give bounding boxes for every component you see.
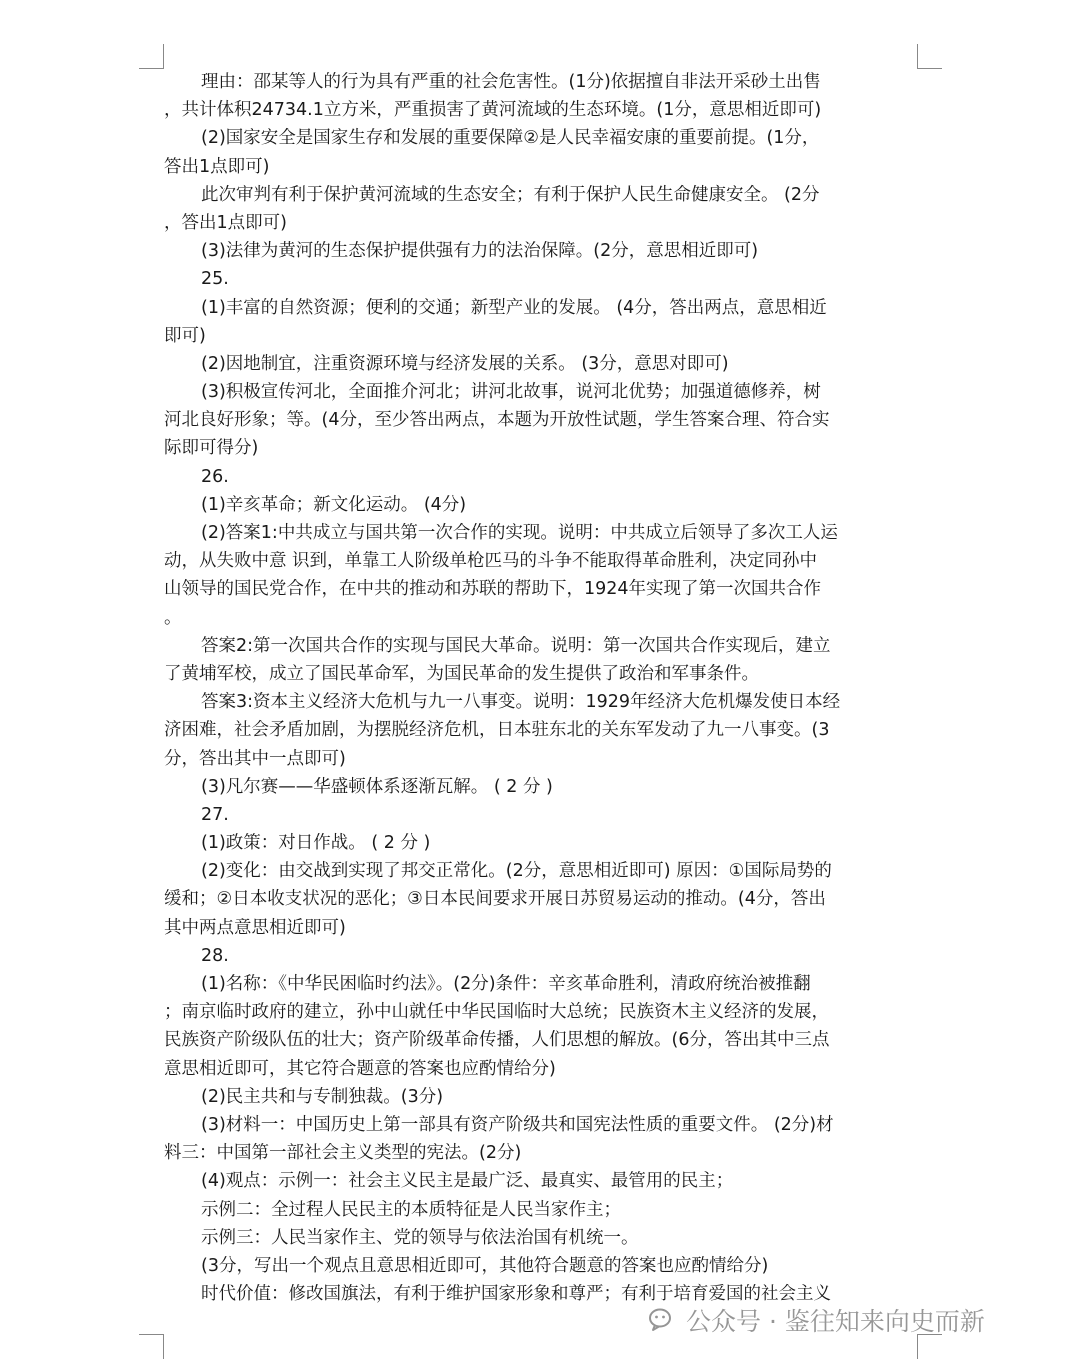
text-line: (3)法律为黄河的生态保护提供强有力的法治保障。(2分，意思相近即可) xyxy=(201,241,759,262)
text-line: (2)民主共和与专制独裁。(3分) xyxy=(201,1086,444,1107)
text-line: (2)变化：由交战到实现了邦交正常化。(2分，意思相近即可) 原因：①国际局势的 xyxy=(201,861,832,882)
text-line: 河北良好形象；等。(4分，至少答出两点，本题为开放性试题，学生答案合理、符合实 xyxy=(164,410,830,431)
text-line: (3分，写出一个观点且意思相近即可，其他符合题意的答案也应酌情给分) xyxy=(201,1255,769,1276)
text-line: 答案3:资本主义经济大危机与九一八事变。说明：1929年经济大危机爆发使日本经 xyxy=(201,692,841,713)
text-line: 意思相近即可，其它符合题意的答案也应酌情给分) xyxy=(164,1058,556,1079)
text-line: 此次审判有利于保护黄河流域的生态安全；有利于保护人民生命健康安全。 (2分 xyxy=(201,184,820,205)
text-line: 25. xyxy=(201,269,229,290)
text-line: ，共计体积24734.1立方米，严重损害了黄河流域的生态环境。(1分，意思相近即可) xyxy=(164,100,822,121)
text-line: (3)凡尔赛——华盛顿体系逐渐瓦解。 ( 2 分 ) xyxy=(201,776,553,797)
watermark xyxy=(648,1300,985,1340)
text-line: 。 xyxy=(164,607,182,628)
text-line: 答出1点即可) xyxy=(164,156,270,177)
crop-mark-top-right xyxy=(917,44,942,69)
text-line: 分，答出其中一点即可) xyxy=(164,748,346,769)
text-line: 动，从失败中意 识到，单靠工人阶级单枪匹马的斗争不能取得革命胜利，决定同孙中 xyxy=(164,551,818,572)
crop-mark-bottom-left xyxy=(139,1334,164,1359)
text-line: 缓和；②日本收支状况的恶化；③日本民间要求开展日苏贸易运动的推动。(4分，答出 xyxy=(164,889,826,910)
text-line: 民族资产阶级队伍的壮大；资产阶级革命传播，人们思想的解放。(6分，答出其中三点 xyxy=(164,1030,830,1051)
text-line: (3)积极宣传河北，全面推介河北；讲河北故事，说河北优势；加强道德修养，树 xyxy=(201,382,821,403)
crop-mark-top-left xyxy=(139,44,164,69)
text-line: 示例二：全过程人民民主的本质特征是人民当家作主； xyxy=(201,1199,621,1220)
text-line: 答案2:第一次国共合作的实现与国民大革命。说明：第一次国共合作实现后，建立 xyxy=(201,635,831,656)
text-line: 山领导的国民党合作，在中共的推动和苏联的帮助下，1924年实现了第一次国共合作 xyxy=(164,579,822,600)
text-line: (3)材料一：中国历史上第一部具有资产阶级共和国宪法性质的重要文件。 (2分)材 xyxy=(201,1114,834,1135)
text-line: 际即可得分) xyxy=(164,438,259,459)
text-line: (2)答案1:中共成立与国共第一次合作的实现。说明：中共成立后领导了多次工人运 xyxy=(201,523,838,543)
watermark-text: 公众号 · 鉴往知来向史而新 xyxy=(686,1307,985,1336)
text-line: (4)观点：示例一：社会主义民主是最广泛、最真实、最管用的民主； xyxy=(201,1171,734,1192)
text-line: ；南京临时政府的建立，孙中山就任中华民国临时大总统；民族资木主义经济的发展， xyxy=(164,1002,829,1023)
text-line: 即可) xyxy=(164,325,206,346)
text-line: (1)政策：对日作战。 ( 2 分 ) xyxy=(201,833,431,854)
text-line: 料三：中国第一部社会主义类型的宪法。(2分) xyxy=(164,1143,522,1164)
text-line: (2)因地制宜，注重资源环境与经济发展的关系。 (3分，意思对即可) xyxy=(201,353,729,374)
text-line: 28. xyxy=(201,945,229,966)
text-line: ，答出1点即可) xyxy=(164,212,287,233)
text-line: 26. xyxy=(201,466,229,487)
text-line: 时代价值：修改国旗法，有利于维护国家形象和尊严；有利于培育爱国的社会主义 xyxy=(201,1284,831,1305)
text-line: 理由：邵某等人的行为具有严重的社会危害性。(1分)依据擅自非法开采砂土出售 xyxy=(201,72,821,92)
text-line: (2)国家安全是国家生存和发展的重要保障②是人民幸福安康的重要前提。(1分， xyxy=(201,128,820,149)
text-line: (1)名称：《中华民困临时约法》。(2分)条件：辛亥革命胜利，清政府统治被推翻 xyxy=(201,974,811,994)
wechat-icon xyxy=(648,1305,678,1335)
text-line: (1)辛亥革命；新文化运动。 (4分) xyxy=(201,494,467,515)
text-line: 27. xyxy=(201,804,229,825)
text-line: 示例三：人民当家作主、党的领导与依法治国有机统一。 xyxy=(201,1227,639,1248)
text-line: (1)丰富的自然资源；便利的交通；新型产业的发展。 (4分，答出两点，意思相近 xyxy=(201,297,827,318)
answer-text-body xyxy=(164,68,920,1308)
text-line: 其中两点意思相近即可) xyxy=(164,917,346,938)
text-line: 济困难，社会矛盾加剧，为摆脱经济危机，日本驻东北的关东军发动了九一八事变。(3 xyxy=(164,720,830,741)
text-line: 了黄埔军校，成立了国民革命军，为国民革命的发生提供了政治和军事条件。 xyxy=(164,663,759,684)
